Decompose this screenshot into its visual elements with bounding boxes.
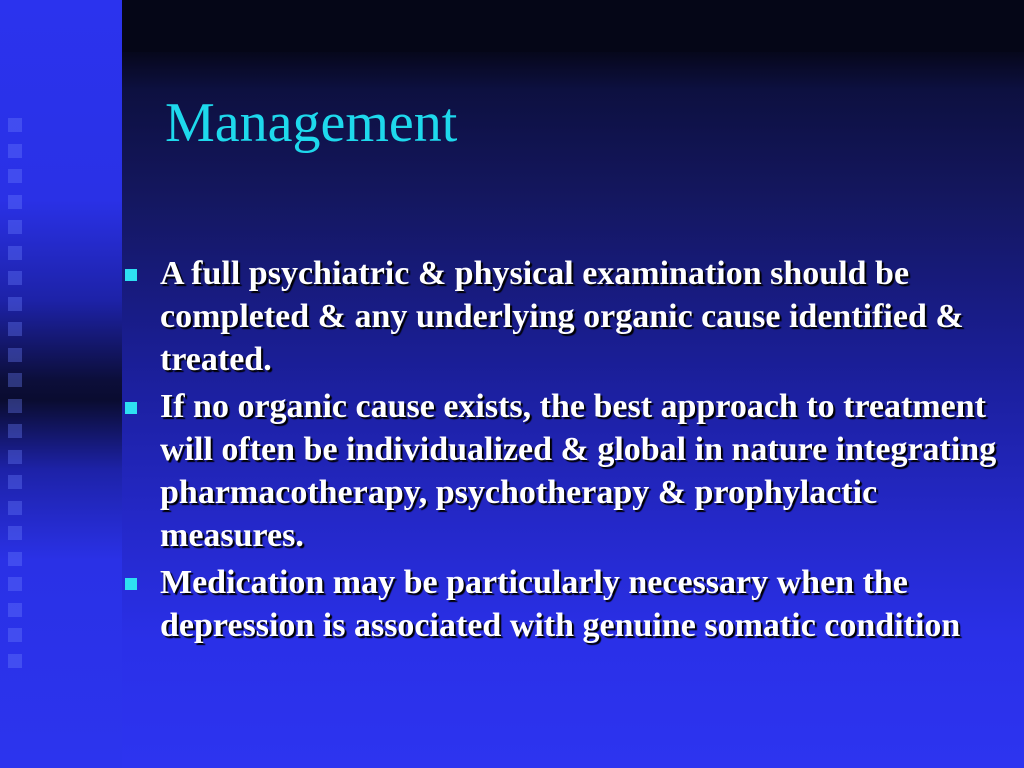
decorative-square	[8, 220, 22, 234]
bullet-list	[122, 252, 1002, 651]
slide-title: Management	[165, 92, 458, 154]
bullet-item	[122, 385, 1002, 557]
decorative-square	[8, 654, 22, 668]
square-bullet-icon	[125, 269, 137, 281]
decorative-square	[8, 424, 22, 438]
decorative-square	[8, 195, 22, 209]
decorative-square	[8, 603, 22, 617]
decorative-square	[8, 373, 22, 387]
decorative-square	[8, 628, 22, 642]
decorative-square	[8, 118, 22, 132]
bullet-item	[122, 252, 1002, 381]
bullet-text: If no organic cause exists, the best approach to treatment will often be individualized & global in nature integrating pharmacotherapy, psychotherapy & prophylactic measures.	[160, 388, 997, 554]
bullet-text: A full psychiatric & physical examination should be completed & any underlying organic cause identified & treated.	[160, 255, 964, 378]
decorative-square	[8, 450, 22, 464]
square-bullet-icon	[125, 578, 137, 590]
square-bullet-icon	[125, 402, 137, 414]
decorative-square	[8, 297, 22, 311]
bullet-text: Medication may be particularly necessary when the depression is associated with genuine somatic condition	[160, 564, 961, 644]
decorative-square	[8, 475, 22, 489]
decorative-square	[8, 399, 22, 413]
decorative-square	[8, 577, 22, 591]
decorative-square	[8, 526, 22, 540]
decorative-square	[8, 169, 22, 183]
decorative-square	[8, 246, 22, 260]
decorative-square-column	[8, 118, 26, 678]
bullet-item	[122, 561, 1002, 647]
decorative-square	[8, 271, 22, 285]
left-decorative-band	[0, 0, 122, 768]
decorative-square	[8, 348, 22, 362]
decorative-square	[8, 501, 22, 515]
top-dark-bar	[122, 0, 1024, 52]
decorative-square	[8, 322, 22, 336]
decorative-square	[8, 144, 22, 158]
decorative-square	[8, 552, 22, 566]
